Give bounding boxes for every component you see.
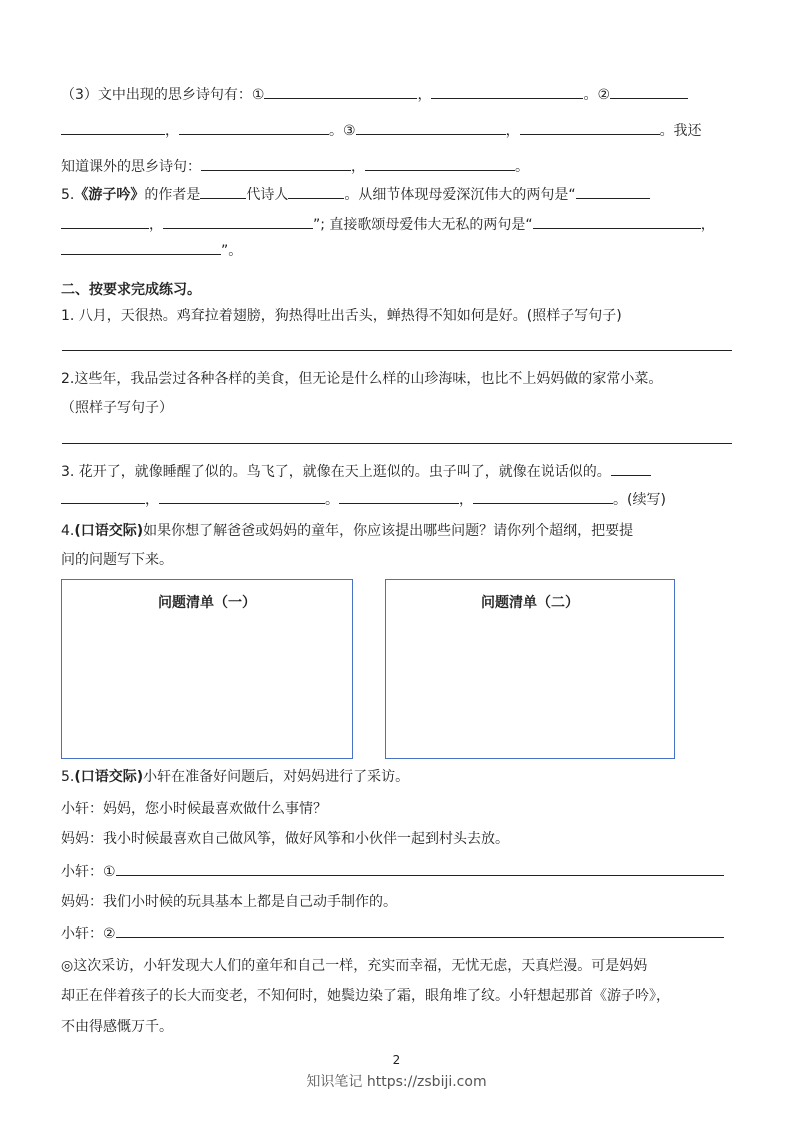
dialog-line: 小轩：妈妈，您小时候最喜欢做什么事情？ (61, 801, 327, 817)
answer-blank[interactable] (610, 84, 688, 99)
answer-blank[interactable] (116, 861, 724, 876)
answer-blank[interactable] (431, 84, 583, 99)
answer-blank[interactable] (339, 489, 459, 504)
page-number: 2 (392, 1053, 401, 1067)
section-title: 二、按要求完成练习。 (61, 282, 201, 298)
answer-blank[interactable] (520, 120, 660, 135)
answer-line[interactable] (62, 350, 732, 351)
dialog-line: 妈妈：我小时候最喜欢自己做风筝，做好风筝和小伙伴一起到村头去放。 (61, 831, 509, 847)
paragraph-line: ◎这次采访，小轩发现大人们的童年和自己一样，充实而幸福，无忧无虑，天真烂漫。可是妈妈 (61, 958, 648, 974)
dialog-line: 小轩：② (61, 923, 724, 944)
s2-q4-line1: 4.(口语交际)如果你想了解爸爸或妈妈的童年，你应该提出哪些问题？请你列个超纲，把要提 (61, 523, 634, 539)
answer-blank[interactable] (576, 184, 650, 199)
q5-line1: 5.《游子吟》的作者是 代诗人 。从细节体现母爱深沉伟大的两句是“ (61, 184, 650, 205)
q5-line2: ， ”; 直接歌颂母爱伟大无私的两句是“ ， (61, 214, 715, 235)
answer-blank[interactable] (365, 156, 515, 171)
paragraph-line: 却正在伴着孩子的长大而变老，不知何时，她鬓边染了霜，眼角堆了纹。小轩想起那首《游子吟》， (61, 988, 670, 1004)
s2-q1: 1. 八月，天很热。鸡耷拉着翅膀，狗热得吐出舌头，蝉热得不知如何是好。(照样子写句子) (61, 308, 622, 324)
answer-blank[interactable] (116, 923, 724, 938)
answer-line[interactable] (62, 443, 732, 444)
answer-blank[interactable] (61, 214, 149, 229)
answer-blank[interactable] (179, 120, 329, 135)
answer-blank[interactable] (61, 489, 145, 504)
s2-q2-line2: （照样子写句子） (61, 400, 173, 416)
box-title: 问题清单（二） (481, 595, 579, 611)
q3-line3: 知道课外的思乡诗句： ， 。 (61, 156, 529, 177)
answer-blank[interactable] (533, 214, 701, 229)
answer-blank[interactable] (61, 240, 221, 255)
answer-blank[interactable] (201, 156, 351, 171)
answer-blank[interactable] (200, 184, 246, 199)
poem-title: 《游子吟》 (74, 187, 145, 203)
answer-blank[interactable] (473, 489, 613, 504)
dialog-line: 妈妈：我们小时候的玩具基本上都是自己动手制作的。 (61, 894, 397, 910)
answer-blank[interactable] (264, 84, 417, 99)
question-list-box-1[interactable] (61, 579, 353, 759)
q5-line3: ”。 (61, 240, 242, 261)
answer-blank[interactable] (611, 461, 651, 476)
answer-blank[interactable] (163, 214, 313, 229)
s2-q4-line2: 问的问题写下来。 (61, 552, 173, 568)
s2-q5-line: 5.(口语交际)小轩在准备好问题后，对妈妈进行了采访。 (61, 769, 410, 785)
s2-q3-line1: 3. 花开了，就像睡醒了似的。鸟飞了，就像在天上逛似的。虫子叫了，就像在说话似的。 (61, 461, 651, 482)
q3-prompt: （3）文中出现的思乡诗句有：① (61, 87, 265, 103)
answer-blank[interactable] (356, 120, 506, 135)
box-title: 问题清单（一） (158, 595, 256, 611)
q3-line2: ， 。③ ， 。我还 (61, 120, 702, 141)
dialog-line: 小轩：① (61, 861, 724, 882)
answer-blank[interactable] (288, 184, 344, 199)
paragraph-line: 不由得感慨万千。 (61, 1019, 173, 1035)
site-watermark: 知识笔记 https://zsbiji.com (306, 1074, 487, 1090)
q3-line1: （3）文中出现的思乡诗句有：① ， 。② (61, 84, 688, 105)
answer-blank[interactable] (61, 120, 165, 135)
question-list-box-2[interactable] (385, 579, 675, 759)
s2-q3-line2: ， 。 ， 。(续写) (61, 489, 666, 510)
answer-blank[interactable] (159, 489, 325, 504)
s2-q2-line1: 2.这些年，我品尝过各种各样的美食，但无论是什么样的山珍海味，也比不上妈妈做的家常小菜。 (61, 371, 663, 387)
